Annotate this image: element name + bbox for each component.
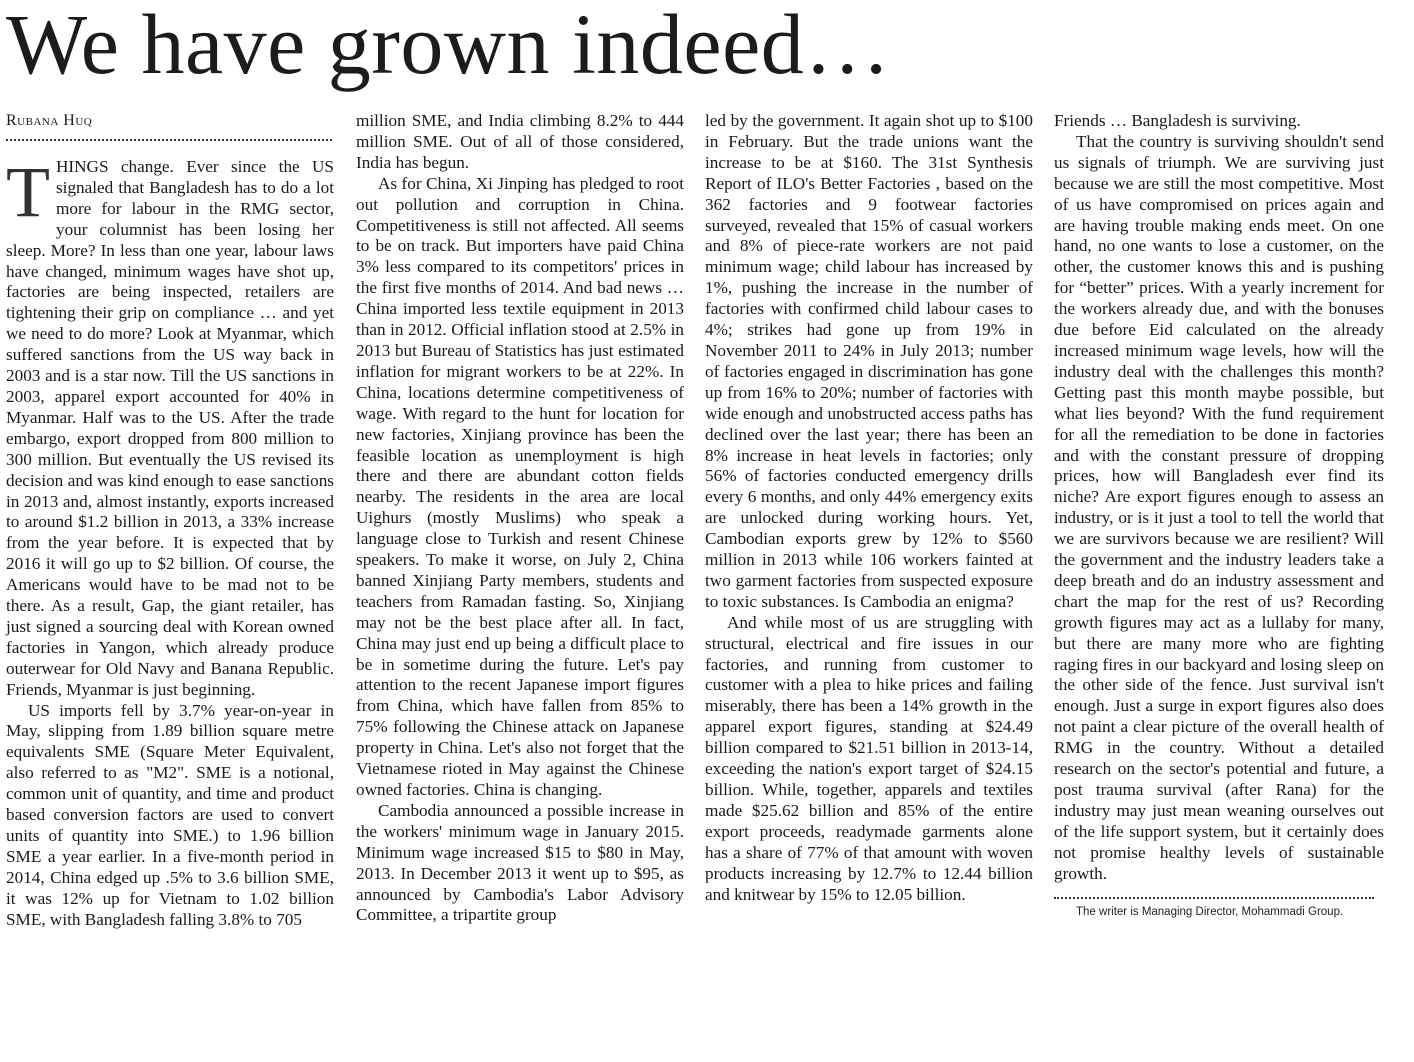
- paragraph: And while most of us are struggling with structural, electrical and fire issues in our factories, and running from customer to customer with a plea to hike prices and failing miserably, there has been a 14% growth in the apparel export figures, standing at $24.49 billion compared to $21.51 billion in 2013-14, exceeding the nation's export target of $24.15 billion. While, together, apparels and textiles made $25.62 billion and 85% of the entire export proceeds, readymade garments alone has a share of 77% of that amount with woven products increasing by 12.7% to 12.44 billion and knitwear by 15% to 12.05 billion.: [705, 612, 1033, 904]
- paragraph: Friends … Bangladesh is surviving.: [1054, 111, 1301, 130]
- lead-caps: HINGS: [55, 157, 109, 176]
- byline-divider: [6, 139, 332, 141]
- column-2: [356, 111, 684, 926]
- column-4: [1054, 111, 1384, 919]
- paragraph: led by the government. It again shot up to $100 in February. But the trade unions want the increase to be at $160. The 31st Synthesis Report of ILO's Better Factories , based on the 362 factories and 9 footwear factories surveyed, revealed that 15% of casual workers and 8% of piece-rate workers are not paid minimum wage; child labour has increased by 1%, pushing the increase in the number of factories with confirmed child labour cases to 4%; strikes had gone up from 19% in November 2011 to 24% in July 2013; number of factories engaged in discrimination has gone up from 16% to 20%; number of factories with wide enough and unobstructed access paths has declined over the last year; there has been an 8% increase in heat levels in factories; only 56% of factories conducted emergency drills every 6 months, and only 44% emergency exits are unlocked during working hours. Yet, Cambodian exports grew by 12% to $560 million in 2013 while 106 workers fainted at two garment factories from suspected exposure to toxic substances. Is Cambodia an enigma?: [705, 111, 1033, 611]
- author-footnote: The writer is Managing Director, Mohammadi Group.: [1076, 905, 1344, 918]
- paragraph-text: change. Ever since the US signaled that Bangladesh has to do a lot more for labour in the RMG sector, your columnist has been losing her sleep. More? In less than one year, labour laws have changed, minimum wages have shot up, factories are being inspected, retailers are tightening their grip on compliance … and yet we need to do more? Look at Myanmar, which suffered sanctions from the US way back in 2003 and is a star now. Till the US sanctions in 2003, apparel export accounted for 40% in Myanmar. Half was to the US. After the trade embargo, export dropped from 800 million to 300 million. But eventually the US revised its decision and was kind enough to ease sanctions in 2013 and, almost instantly, exports increased to around $1.2 billion in 2013, a 33% increase from the year before. It is expected that by 2016 it will go up to $2 billion. Of course, the Americans would have to be mad not to be there. As a result, Gap, the giant retailer, has just signed a sourcing deal with Korean owned factories in Yangon, which already produce outerwear for Old Navy and Banana Republic. Friends, Myanmar is just beginning.: [6, 157, 334, 699]
- headline: We have grown indeed…: [6, 0, 891, 92]
- footnote-divider: [1054, 897, 1374, 899]
- byline: Rubana Huq: [6, 112, 93, 129]
- paragraph: US imports fell by 3.7% year-on-year in May, slipping from 1.89 billion square metre equivalents SME (Square Meter Equivalent, also referred to as "M2". SME is a notional, common unit of quantity, and time and product based conversion factors are used to convert units of quantity into SME.) to 1.96 billion SME a year earlier. In a five-month period in 2014, China edged up .5% to 3.6 billion SME, it was 12% up for Vietnam to 1.02 billion SME, with Bangladesh falling 3.8% to 705: [6, 700, 334, 929]
- paragraph: [6, 152, 334, 701]
- paragraph: million SME, and India climbing 8.2% to 444 million SME. Out of all of those considered, India has begun.: [356, 111, 684, 172]
- drop-cap: T: [6, 152, 50, 232]
- column-1: [6, 111, 334, 931]
- paragraph: That the country is surviving shouldn't send us signals of triumph. We are surviving just because we are still the most competitive. Most of us have compromised on prices again and are having trouble making ends meet. On one hand, no one wants to lose a customer, on the other, the customer knows this and is pushing for “better” prices. With a yearly increment for the workers already due, and with the bonuses due before Eid calculated on the already increased minimum wage levels, how will the industry deal with the challenges this month? Getting past this month maybe possible, but what lies beyond? With the fund requirement for all the remediation to be done in factories and with the constant pressure of dropping prices, how will Bangladesh ever find its niche? Are export figures enough to assess an industry, or is it just a tool to tell the world that we are survivors because we are resilient? Will the government and the industry leaders take a deep breath and do an industry assessment and chart the map for the rest of us? Recording growth figures may act as a lullaby for many, but there are many more who are fighting raging fires in our backyard and losing sleep on the other side of the fence. Just survival isn't enough. Just a surge in export figures also does not paint a clear picture of the overall health of RMG in the country. Without a detailed research on the sector's potential and future, a post trauma survival (after Rana) for the industry may just mean weaning ourselves out of the life support system, but it certainly does not promise healthy levels of sustainable growth.: [1054, 131, 1384, 883]
- paragraph: Cambodia announced a possible increase in the workers' minimum wage in January 2015. Minimum wage increased $15 to $80 in May, 2013. In December 2013 it went up to $95, as announced by Cambodia's Labor Advisory Committee, a tripartite group: [356, 800, 684, 925]
- paragraph: As for China, Xi Jinping has pledged to root out pollution and corruption in China. Competitiveness is still not affected. All seems to be on track. But importers have paid China 3% less compared to its competitors' prices in the first five months of 2014. And bad news … China imported less textile equipment in 2013 than in 2012. Official inflation stood at 2.5% in 2013 but Bureau of Statistics has just estimated inflation for migrant workers to be at 22%. In China, locations determine competitiveness of wage. With regard to the hunt for location for new factories, Xinjiang province has been the feasible location as unemployment is high there and there are abundant cotton fields nearby. The residents in the area are local Uighurs (mostly Muslims) who speak a language close to Turkish and resent Chinese speakers. To make it worse, on July 2, China banned Xinjiang Party members, students and teachers from Ramadan fasting. So, Xinjiang may not be the best place after all. In fact, China may just end up being a difficult place to be in sometime during the future. Let's pay attention to the recent Japanese import figures from China, which have fallen from 85% to 75% following the Chinese attack on Japanese property in China. Let's also not forget that the Vietnamese rioted in May against the Chinese owned factories. China is changing.: [356, 173, 684, 799]
- column-3: [705, 111, 1033, 905]
